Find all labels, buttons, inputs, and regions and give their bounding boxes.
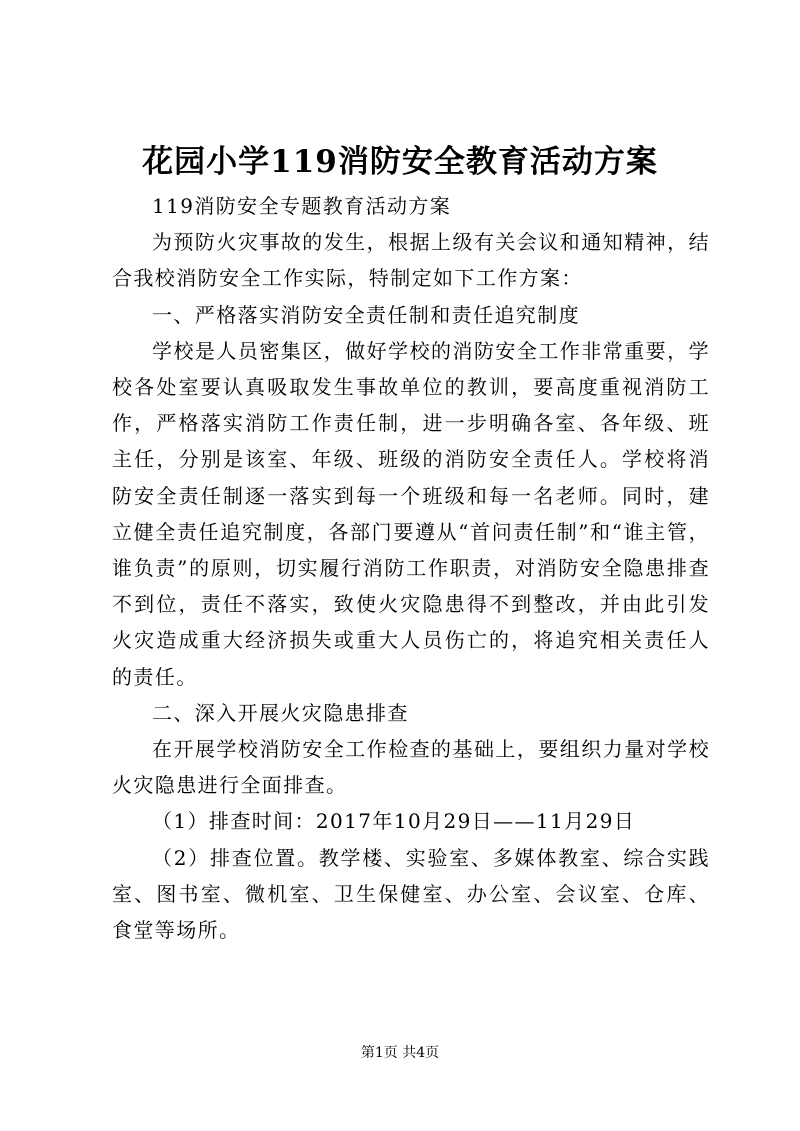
inspection-time-item: （1）排查时间：2017年10月29日——11月29日 xyxy=(152,809,636,834)
section-1-paragraph: 学校是人员密集区，做好学校的消防安全工作非常重要，学校各处室要认真吸取发生事故单位的教训，要高度重视消防工作，严格落实消防工作责任制，进一步明确各室、各年级、班主任，分别是该室、年级、班级的消防安全责任人。学校将消防安全责任制逐一落实到每一个班级和每一名老师。同时，建立健全责任追究制度，各部门要遵从“首问责任制”和“谁主管，谁负责”的原则，切实履行消防工作职责，对消防安全隐患排查不到位，责任不落实，致使火灾隐患得不到整改，并由此引发火灾造成重大经济损失或重大人员伤亡的，将追究相关责任人的责任。 xyxy=(112,338,710,689)
inspection-location-item: （2）排查位置。教学楼、实验室、多媒体教室、综合实践室、图书室、微机室、卫生保健室、办公室、会议室、仓库、食堂等场所。 xyxy=(112,845,710,943)
subtitle-paragraph: 119消防安全专题教育活动方案 xyxy=(152,194,452,218)
section-heading-2: 二、深入开展火灾隐患排查 xyxy=(152,700,409,725)
document-title: 花园小学119消防安全教育活动方案 xyxy=(142,144,658,180)
document-body xyxy=(112,188,710,948)
page-footer: 第1页 共4页 xyxy=(360,1045,440,1061)
section-2-paragraph: 在开展学校消防安全工作检查的基础上，要组织力量对学校火灾隐患进行全面排查。 xyxy=(112,737,710,798)
intro-paragraph: 为预防火灾事故的发生，根据上级有关会议和通知精神，结合我校消防安全工作实际，特制定如下工作方案： xyxy=(112,230,710,291)
section-heading-1: 一、严格落实消防安全责任制和责任追究制度 xyxy=(152,302,580,327)
